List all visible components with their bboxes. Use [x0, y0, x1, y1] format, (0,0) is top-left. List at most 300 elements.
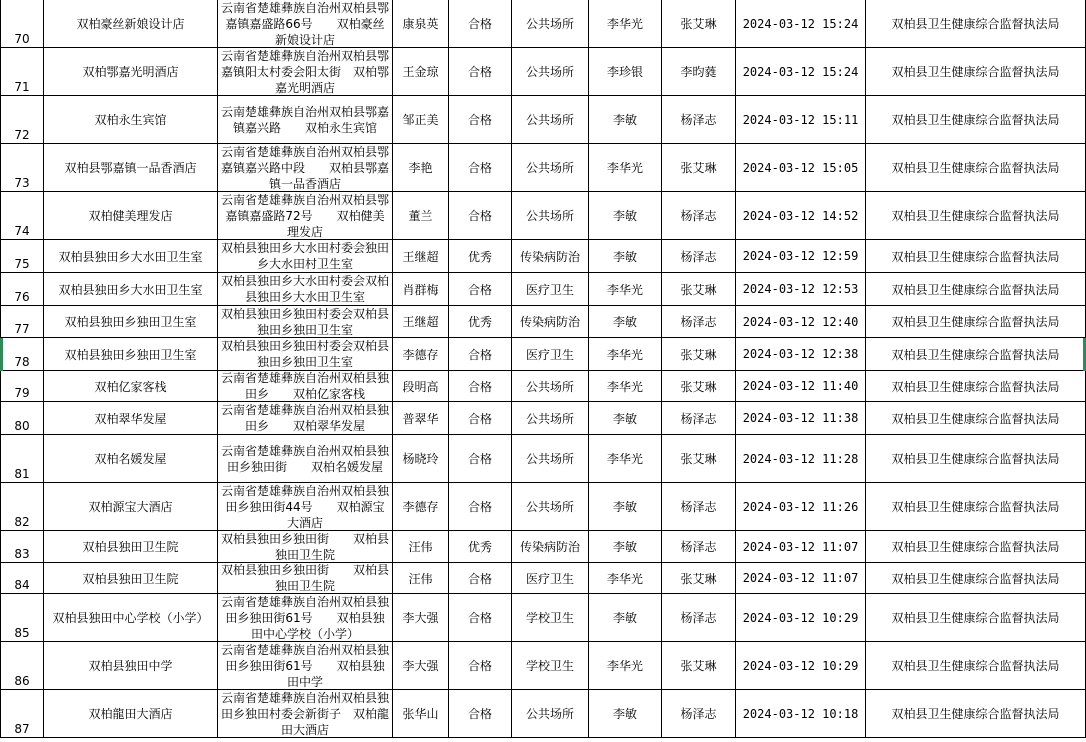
- result-cell-text: 合格: [467, 452, 492, 466]
- officer1-cell[interactable]: [589, 483, 662, 531]
- inspection-time-cell[interactable]: [736, 563, 866, 594]
- category-cell-text: 传染病防治: [519, 249, 580, 264]
- place-name-cell[interactable]: [44, 273, 218, 306]
- result-cell[interactable]: [449, 144, 512, 192]
- result-cell[interactable]: [449, 594, 512, 642]
- row-number-cell[interactable]: [0, 371, 44, 402]
- table-row[interactable]: [0, 48, 1086, 96]
- category-cell[interactable]: [512, 48, 589, 96]
- inspected-person-cell[interactable]: [393, 240, 449, 273]
- inspected-person-cell[interactable]: [393, 531, 449, 563]
- category-cell-text: 学校卫生: [525, 611, 574, 625]
- inspected-person-cell[interactable]: [393, 306, 449, 338]
- table-row[interactable]: [0, 531, 1086, 563]
- row-number-cell[interactable]: [0, 483, 44, 531]
- inspection-time-cell[interactable]: [736, 273, 866, 306]
- agency-cell[interactable]: [866, 435, 1086, 483]
- officer1-cell-text: 李华光: [606, 17, 643, 31]
- row-number-cell[interactable]: [0, 338, 44, 371]
- agency-cell-text: 双柏县卫生健康综合监督执法局: [891, 379, 1060, 394]
- inspection-time-cell-text: 2024-03-12 10:29: [742, 610, 859, 625]
- agency-cell[interactable]: [866, 144, 1086, 192]
- officer1-cell[interactable]: [589, 594, 662, 642]
- row-number-cell-text: 83: [14, 547, 30, 561]
- agency-cell[interactable]: [866, 402, 1086, 435]
- row-number-cell[interactable]: [0, 402, 44, 435]
- inspected-person-cell[interactable]: [393, 483, 449, 531]
- agency-cell[interactable]: [866, 96, 1086, 144]
- agency-cell-text: 双柏县卫生健康综合监督执法局: [891, 161, 1060, 175]
- inspected-person-cell[interactable]: [393, 96, 449, 144]
- inspection-time-cell[interactable]: [736, 306, 866, 338]
- inspected-person-cell-text: 汪伟: [408, 571, 433, 586]
- table-row[interactable]: [0, 483, 1086, 531]
- officer1-cell-text: 李敏: [612, 540, 637, 554]
- officer1-cell[interactable]: [589, 0, 662, 48]
- result-cell-text: 合格: [467, 707, 492, 721]
- result-cell[interactable]: [449, 273, 512, 306]
- category-cell-text: 公共场所: [525, 500, 574, 514]
- agency-cell-text: 双柏县卫生健康综合监督执法局: [891, 65, 1060, 79]
- officer2-cell[interactable]: [662, 96, 736, 144]
- agency-cell[interactable]: [866, 306, 1086, 338]
- inspection-time-cell-text: 2024-03-12 14:52: [742, 208, 859, 223]
- address-cell[interactable]: [218, 240, 393, 273]
- category-cell[interactable]: [512, 483, 589, 531]
- agency-cell-text: 双柏县卫生健康综合监督执法局: [891, 659, 1060, 673]
- officer2-cell[interactable]: [662, 0, 736, 48]
- officer1-cell-text: 李敏: [612, 209, 637, 223]
- address-cell[interactable]: [218, 144, 393, 192]
- agency-cell-text: 双柏县卫生健康综合监督执法局: [891, 17, 1060, 31]
- address-cell[interactable]: [218, 192, 393, 240]
- category-cell-text: 公共场所: [525, 411, 574, 426]
- place-name-cell-text: 双柏县独田中学: [88, 659, 173, 673]
- inspected-person-cell-text: 张华山: [402, 707, 439, 721]
- inspection-time-cell[interactable]: [736, 0, 866, 48]
- result-cell-text: 合格: [467, 17, 492, 31]
- address-cell-text: 云南省楚雄彝族自治州双柏县独田乡独田街61号 双柏县独田中学: [220, 642, 389, 689]
- table-row[interactable]: [0, 96, 1086, 144]
- table-row[interactable]: [0, 144, 1086, 192]
- agency-cell[interactable]: [866, 531, 1086, 563]
- inspection-time-cell-text: 2024-03-12 12:53: [742, 282, 859, 296]
- agency-cell[interactable]: [866, 690, 1086, 738]
- table-row[interactable]: [0, 240, 1086, 273]
- result-cell[interactable]: [449, 531, 512, 563]
- inspected-person-cell[interactable]: [393, 48, 449, 96]
- inspection-time-cell[interactable]: [736, 690, 866, 738]
- address-cell-text: 双柏县独田乡独田村委会双柏县独田乡独田卫生室: [220, 339, 389, 369]
- row-number-cell[interactable]: [0, 48, 44, 96]
- category-cell-text: 公共场所: [525, 452, 574, 466]
- officer2-cell-text: 杨泽志: [680, 500, 717, 514]
- row-number-cell[interactable]: [0, 273, 44, 306]
- inspection-time-cell-text: 2024-03-12 11:40: [742, 379, 859, 393]
- agency-cell[interactable]: [866, 483, 1086, 531]
- result-cell[interactable]: [449, 0, 512, 48]
- category-cell[interactable]: [512, 273, 589, 306]
- category-cell[interactable]: [512, 144, 589, 192]
- inspected-person-cell[interactable]: [393, 690, 449, 738]
- place-name-cell[interactable]: [44, 48, 218, 96]
- category-cell[interactable]: [512, 435, 589, 483]
- address-cell[interactable]: [218, 0, 393, 48]
- result-cell-text: 合格: [467, 113, 492, 127]
- row-number-cell-text: 77: [14, 322, 30, 336]
- row-number-cell[interactable]: [0, 435, 44, 483]
- officer2-cell[interactable]: [662, 371, 736, 402]
- officer1-cell-text: 李敏: [612, 113, 637, 127]
- result-cell[interactable]: [449, 371, 512, 402]
- officer2-cell-text: 张艾琳: [680, 571, 717, 586]
- officer1-cell[interactable]: [589, 306, 662, 338]
- place-name-cell-text: 双柏名媛发屋: [94, 452, 167, 466]
- result-cell[interactable]: [449, 306, 512, 338]
- officer1-cell[interactable]: [589, 402, 662, 435]
- row-number-cell[interactable]: [0, 642, 44, 690]
- officer2-cell[interactable]: [662, 483, 736, 531]
- inspected-person-cell-text: 王继超: [402, 249, 439, 264]
- officer2-cell[interactable]: [662, 531, 736, 563]
- officer1-cell[interactable]: [589, 435, 662, 483]
- inspection-time-cell-text: 2024-03-12 12:59: [742, 249, 859, 263]
- place-name-cell-text: 双柏县独田中心学校（小学）: [52, 611, 209, 625]
- category-cell[interactable]: [512, 402, 589, 435]
- address-cell[interactable]: [218, 371, 393, 402]
- result-cell-text: 合格: [467, 500, 492, 514]
- officer1-cell[interactable]: [589, 371, 662, 402]
- result-cell[interactable]: [449, 240, 512, 273]
- officer2-cell[interactable]: [662, 192, 736, 240]
- officer2-cell[interactable]: [662, 435, 736, 483]
- category-cell-text: 公共场所: [525, 707, 574, 721]
- row-number-cell[interactable]: [0, 0, 44, 48]
- result-cell-text: 优秀: [467, 249, 492, 264]
- officer1-cell-text: 李敏: [612, 315, 637, 329]
- table-row[interactable]: [0, 192, 1086, 240]
- place-name-cell-text: 双柏县独田乡大水田卫生室: [58, 249, 203, 264]
- officer2-cell[interactable]: [662, 690, 736, 738]
- category-cell[interactable]: [512, 642, 589, 690]
- address-cell[interactable]: [218, 563, 393, 594]
- inspected-person-cell[interactable]: [393, 0, 449, 48]
- inspection-time-cell[interactable]: [736, 531, 866, 563]
- row-number-cell[interactable]: [0, 144, 44, 192]
- table-row[interactable]: [0, 306, 1086, 338]
- row-number-cell[interactable]: [0, 240, 44, 273]
- result-cell[interactable]: [449, 192, 512, 240]
- inspection-time-cell[interactable]: [736, 594, 866, 642]
- result-cell-text: 合格: [467, 611, 492, 625]
- officer1-cell[interactable]: [589, 563, 662, 594]
- place-name-cell[interactable]: [44, 563, 218, 594]
- agency-cell[interactable]: [866, 273, 1086, 306]
- result-cell[interactable]: [449, 338, 512, 371]
- address-cell-text: 云南省楚雄彝族自治州双柏县独田乡独田街 双柏名媛发屋: [220, 443, 389, 474]
- row-number-cell-text: 73: [14, 176, 30, 190]
- officer1-cell[interactable]: [589, 531, 662, 563]
- address-cell-text: 云南省楚雄彝族自治州双柏县独田乡 双柏亿家客栈: [220, 371, 389, 401]
- inspection-time-cell[interactable]: [736, 48, 866, 96]
- agency-cell[interactable]: [866, 338, 1086, 371]
- inspected-person-cell[interactable]: [393, 144, 449, 192]
- inspected-person-cell[interactable]: [393, 338, 449, 371]
- officer1-cell[interactable]: [589, 144, 662, 192]
- officer1-cell[interactable]: [589, 240, 662, 273]
- officer1-cell-text: 李敏: [612, 611, 637, 625]
- category-cell[interactable]: [512, 306, 589, 338]
- officer2-cell[interactable]: [662, 338, 736, 371]
- officer2-cell[interactable]: [662, 594, 736, 642]
- result-cell[interactable]: [449, 402, 512, 435]
- row-number-cell-text: 80: [14, 419, 30, 433]
- result-cell-text: 合格: [467, 659, 492, 673]
- inspection-time-cell[interactable]: [736, 240, 866, 273]
- inspected-person-cell[interactable]: [393, 563, 449, 594]
- inspected-person-cell[interactable]: [393, 594, 449, 642]
- officer1-cell[interactable]: [589, 338, 662, 371]
- place-name-cell-text: 双柏鄂嘉光明酒店: [82, 65, 179, 79]
- officer1-cell-text: 李敏: [612, 707, 637, 721]
- inspection-time-cell-text: 2024-03-12 11:07: [742, 539, 859, 554]
- row-number-cell[interactable]: [0, 531, 44, 563]
- agency-cell-text: 双柏县卫生健康综合监督执法局: [891, 452, 1060, 466]
- address-cell[interactable]: [218, 594, 393, 642]
- table-row[interactable]: [0, 642, 1086, 690]
- agency-cell-text: 双柏县卫生健康综合监督执法局: [891, 571, 1060, 586]
- place-name-cell[interactable]: [44, 483, 218, 531]
- inspection-time-cell[interactable]: [736, 435, 866, 483]
- address-cell-text: 云南楚雄彝族自治州双柏县鄂嘉镇嘉兴路 双柏永生宾馆: [220, 104, 389, 135]
- officer1-cell[interactable]: [589, 642, 662, 690]
- address-cell-text: 云南省楚雄彝族自治州双柏县独田乡独田村委会新街子 双柏龍田大酒店: [220, 690, 389, 737]
- row-number-cell-text: 84: [14, 578, 30, 592]
- inspected-person-cell-text: 李艳: [408, 161, 433, 175]
- inspected-person-cell[interactable]: [393, 192, 449, 240]
- inspection-time-cell-text: 2024-03-12 11:07: [742, 571, 859, 585]
- officer2-cell-text: 李昀蕤: [680, 65, 717, 79]
- row-number-cell[interactable]: [0, 306, 44, 338]
- category-cell[interactable]: [512, 371, 589, 402]
- category-cell[interactable]: [512, 192, 589, 240]
- result-cell[interactable]: [449, 435, 512, 483]
- category-cell[interactable]: [512, 0, 589, 48]
- place-name-cell[interactable]: [44, 240, 218, 273]
- officer2-cell[interactable]: [662, 563, 736, 594]
- officer1-cell-text: 李敏: [612, 249, 637, 264]
- address-cell-text: 云南省楚雄彝族自治州双柏县鄂嘉镇嘉盛路72号 双柏健美理发店: [220, 192, 389, 239]
- place-name-cell[interactable]: [44, 690, 218, 738]
- officer1-cell-text: 李珍银: [606, 65, 643, 79]
- agency-cell[interactable]: [866, 0, 1086, 48]
- table-row[interactable]: [0, 563, 1086, 594]
- result-cell[interactable]: [449, 96, 512, 144]
- result-cell[interactable]: [449, 563, 512, 594]
- agency-cell[interactable]: [866, 642, 1086, 690]
- inspected-person-cell[interactable]: [393, 435, 449, 483]
- row-number-cell[interactable]: [0, 96, 44, 144]
- address-cell[interactable]: [218, 338, 393, 371]
- address-cell-text: 双柏县独田乡大水田村委会双柏县独田乡大水田卫生室: [220, 274, 389, 304]
- address-cell[interactable]: [218, 690, 393, 738]
- category-cell[interactable]: [512, 96, 589, 144]
- address-cell[interactable]: [218, 435, 393, 483]
- officer2-cell[interactable]: [662, 306, 736, 338]
- row-number-cell-text: 85: [14, 626, 30, 640]
- table-row[interactable]: [0, 402, 1086, 435]
- inspected-person-cell[interactable]: [393, 642, 449, 690]
- row-number-cell-text: 70: [14, 32, 30, 46]
- place-name-cell[interactable]: [44, 435, 218, 483]
- table-row[interactable]: [0, 594, 1086, 642]
- officer2-cell-text: 杨泽志: [680, 209, 717, 223]
- place-name-cell[interactable]: [44, 306, 218, 338]
- agency-cell[interactable]: [866, 240, 1086, 273]
- place-name-cell[interactable]: [44, 402, 218, 435]
- officer2-cell-text: 张艾琳: [680, 379, 717, 394]
- address-cell-text: 云南省楚雄彝族自治州双柏县独田乡独田街44号 双柏源宝大酒店: [220, 483, 389, 530]
- place-name-cell[interactable]: [44, 642, 218, 690]
- officer2-cell[interactable]: [662, 642, 736, 690]
- table-row[interactable]: [0, 273, 1086, 306]
- place-name-cell[interactable]: [44, 594, 218, 642]
- officer1-cell[interactable]: [589, 192, 662, 240]
- officer2-cell-text: 张艾琳: [680, 17, 717, 31]
- place-name-cell[interactable]: [44, 144, 218, 192]
- table-row[interactable]: [0, 338, 1086, 371]
- inspection-time-cell[interactable]: [736, 642, 866, 690]
- address-cell[interactable]: [218, 273, 393, 306]
- inspected-person-cell-text: 杨晓玲: [402, 452, 439, 466]
- agency-cell[interactable]: [866, 48, 1086, 96]
- row-number-cell[interactable]: [0, 594, 44, 642]
- address-cell-text: 云南省楚雄彝族自治州双柏县鄂嘉镇阳太村委会阳太街 双柏鄂嘉光明酒店: [220, 48, 389, 95]
- category-cell[interactable]: [512, 594, 589, 642]
- inspection-time-cell-text: 2024-03-12 10:18: [742, 706, 859, 721]
- address-cell-text: 双柏县独田乡独田村委会双柏县独田乡独田卫生室: [220, 306, 389, 337]
- inspected-person-cell-text: 汪伟: [408, 540, 433, 554]
- category-cell[interactable]: [512, 531, 589, 563]
- agency-cell[interactable]: [866, 594, 1086, 642]
- officer2-cell[interactable]: [662, 240, 736, 273]
- officer2-cell[interactable]: [662, 144, 736, 192]
- officer1-cell[interactable]: [589, 48, 662, 96]
- inspected-person-cell-text: 李德存: [402, 500, 439, 514]
- row-number-cell[interactable]: [0, 192, 44, 240]
- officer2-cell-text: 张艾琳: [680, 452, 717, 466]
- category-cell[interactable]: [512, 690, 589, 738]
- row-number-cell-text: 86: [14, 674, 30, 688]
- category-cell[interactable]: [512, 563, 589, 594]
- place-name-cell[interactable]: [44, 192, 218, 240]
- inspected-person-cell-text: 董兰: [408, 209, 433, 223]
- officer1-cell[interactable]: [589, 690, 662, 738]
- address-cell[interactable]: [218, 531, 393, 563]
- inspection-time-cell-text: 2024-03-12 11:28: [742, 451, 859, 466]
- officer2-cell[interactable]: [662, 402, 736, 435]
- table-row[interactable]: [0, 0, 1086, 48]
- row-number-cell[interactable]: [0, 690, 44, 738]
- inspection-time-cell[interactable]: [736, 338, 866, 371]
- inspection-time-cell[interactable]: [736, 483, 866, 531]
- result-cell-text: 合格: [467, 161, 492, 175]
- category-cell-text: 学校卫生: [525, 659, 574, 673]
- agency-cell-text: 双柏县卫生健康综合监督执法局: [891, 282, 1060, 297]
- place-name-cell[interactable]: [44, 0, 218, 48]
- inspection-time-cell-text: 2024-03-12 11:38: [742, 411, 859, 425]
- result-cell[interactable]: [449, 642, 512, 690]
- place-name-cell[interactable]: [44, 371, 218, 402]
- result-cell-text: 合格: [467, 379, 492, 394]
- inspection-time-cell[interactable]: [736, 371, 866, 402]
- inspected-person-cell-text: 李大强: [402, 659, 439, 673]
- inspection-time-cell-text: 2024-03-12 12:40: [742, 314, 859, 329]
- inspection-time-cell[interactable]: [736, 192, 866, 240]
- address-cell[interactable]: [218, 48, 393, 96]
- category-cell[interactable]: [512, 338, 589, 371]
- agency-cell-text: 双柏县卫生健康综合监督执法局: [891, 707, 1060, 721]
- officer1-cell-text: 李华光: [606, 379, 643, 394]
- agency-cell[interactable]: [866, 371, 1086, 402]
- address-cell[interactable]: [218, 402, 393, 435]
- place-name-cell-text: 双柏县独田乡独田卫生室: [64, 315, 197, 329]
- agency-cell[interactable]: [866, 563, 1086, 594]
- inspection-time-cell[interactable]: [736, 96, 866, 144]
- agency-cell[interactable]: [866, 192, 1086, 240]
- result-cell[interactable]: [449, 48, 512, 96]
- result-cell-text: 合格: [467, 282, 492, 297]
- result-cell-text: 合格: [467, 347, 492, 362]
- address-cell[interactable]: [218, 96, 393, 144]
- category-cell[interactable]: [512, 240, 589, 273]
- row-number-cell-text: 79: [14, 386, 30, 400]
- place-name-cell-text: 双柏健美理发店: [88, 209, 173, 223]
- officer2-cell[interactable]: [662, 273, 736, 306]
- agency-cell-text: 双柏县卫生健康综合监督执法局: [891, 500, 1060, 514]
- place-name-cell-text: 双柏县独田乡大水田卫生室: [58, 282, 203, 297]
- address-cell[interactable]: [218, 483, 393, 531]
- place-name-cell[interactable]: [44, 96, 218, 144]
- inspected-person-cell[interactable]: [393, 273, 449, 306]
- place-name-cell[interactable]: [44, 531, 218, 563]
- agency-cell-text: 双柏县卫生健康综合监督执法局: [891, 540, 1060, 554]
- row-number-cell[interactable]: [0, 563, 44, 594]
- table-row[interactable]: [0, 371, 1086, 402]
- category-cell-text: 公共场所: [525, 379, 574, 394]
- address-cell[interactable]: [218, 642, 393, 690]
- officer1-cell[interactable]: [589, 273, 662, 306]
- inspected-person-cell[interactable]: [393, 371, 449, 402]
- result-cell-text: 优秀: [467, 540, 492, 554]
- result-cell[interactable]: [449, 690, 512, 738]
- inspected-person-cell-text: 王继超: [402, 315, 439, 329]
- address-cell-text: 双柏县独田乡独田街 双柏县独田卫生院: [220, 531, 389, 562]
- address-cell[interactable]: [218, 306, 393, 338]
- place-name-cell[interactable]: [44, 338, 218, 371]
- table-row[interactable]: [0, 435, 1086, 483]
- category-cell-text: 公共场所: [525, 17, 574, 31]
- inspection-time-cell[interactable]: [736, 402, 866, 435]
- row-number-cell-text: 87: [14, 722, 30, 736]
- result-cell[interactable]: [449, 483, 512, 531]
- row-number-cell-text: 81: [14, 467, 30, 481]
- inspected-person-cell[interactable]: [393, 402, 449, 435]
- inspection-time-cell[interactable]: [736, 144, 866, 192]
- table-row[interactable]: [0, 690, 1086, 738]
- officer1-cell[interactable]: [589, 96, 662, 144]
- officer2-cell[interactable]: [662, 48, 736, 96]
